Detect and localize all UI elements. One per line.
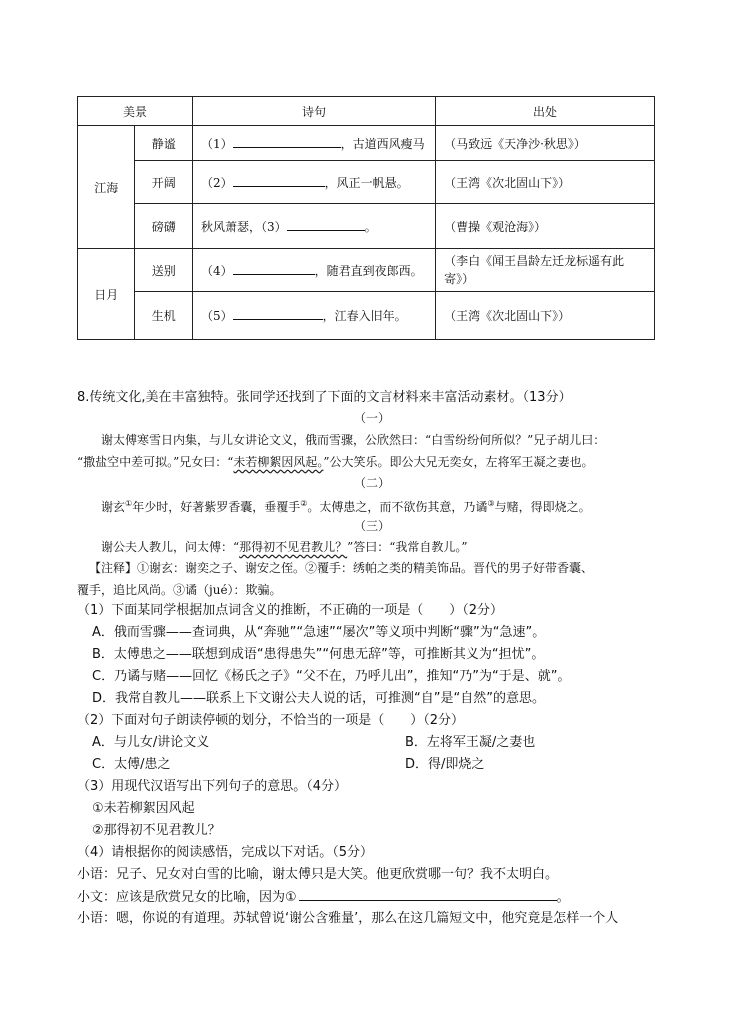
aspect-cell: 开阔	[135, 161, 192, 204]
answer-blank[interactable]	[299, 887, 557, 901]
sub3-item2: ②那得初不见君教儿？	[92, 823, 221, 838]
answer-blank[interactable]	[233, 307, 323, 320]
group-label-jianghai: 江海	[78, 126, 135, 249]
header-verse: 诗句	[192, 97, 435, 126]
verse-cell: （5） ，江春入旧年。	[192, 292, 435, 340]
verse-cell: （2） ，风正一帆悬。	[192, 161, 435, 204]
answer-blank[interactable]	[233, 135, 341, 148]
verse-cell: （4） ，随君直到夜郎西。	[192, 249, 435, 292]
source-cell: （王湾《次北固山下》）	[436, 161, 655, 204]
underlined-sentence: 未若柳絮因风起。	[233, 455, 324, 469]
sub1-option-d[interactable]: D．我常自教儿——联系上下文谢公夫人说的话，可推测“自”是“自然”的意思。	[92, 691, 545, 706]
verse-cell: 秋风萧瑟，（3） 。	[192, 204, 435, 249]
answer-blank[interactable]	[233, 262, 315, 275]
sub1-option-c[interactable]: C．乃谲与赌——回忆《杨氏之子》“父不在，乃呼儿出”，推知“乃”为“于是、就”。	[92, 669, 571, 684]
sub2-question: （2）下面对句子朗读停顿的划分，不恰当的一项是（ ）（2分）	[77, 713, 465, 728]
sub1-option-b[interactable]: B．太傅患之——联想到成语“患得患失”“何患无辞”等，可推断其义为“担忧”。	[92, 647, 545, 662]
q8-title: 8.传统文化,美在丰富独特。张同学还找到了下面的文言材料来丰富活动素材。（13分）	[77, 390, 572, 405]
part2-label: （二）	[353, 476, 390, 490]
source-cell: （李白《闻王昌龄左迁龙标遥有此寄》）	[436, 249, 655, 292]
underlined-sentence: 那得初不见君教儿？	[239, 540, 348, 554]
dialogue-line1: 小语：兄子、兄女对白雪的比喻，谢太傅只是大笑。他更欣赏哪一句？我不太明白。	[77, 867, 559, 882]
aspect-cell: 送别	[135, 249, 192, 292]
sub2-option-a[interactable]: A．与儿女/讲论文义	[92, 735, 210, 750]
header-source: 出处	[436, 97, 655, 126]
passage1-line1: 谢太傅寒雪日内集，与儿女讲论文义，俄而雪骤，公欣然曰：“白雪纷纷何所似？”兄子胡儿曰：	[101, 433, 606, 447]
sub2-option-d[interactable]: D．得/即烧之	[405, 757, 485, 772]
aspect-cell: 生机	[135, 292, 192, 340]
group-label-riyue: 日月	[78, 249, 135, 340]
passage3: 谢公夫人教儿，问太傅：“那得初不见君教儿？”答曰：“我常自教儿。”	[101, 540, 468, 554]
header-scene: 美景	[78, 97, 193, 126]
passage2: 谢玄①年少时，好著紫罗香囊，垂覆手②。太傅患之，而不欲伤其意，乃谲③与赌，得即烧之。	[101, 499, 591, 514]
source-cell: （王湾《次北固山下》）	[436, 292, 655, 340]
aspect-cell: 磅礴	[135, 204, 192, 249]
sub2-option-b[interactable]: B．左将军王凝/之妻也	[405, 735, 536, 750]
answer-blank[interactable]	[287, 218, 365, 231]
sub2-option-c[interactable]: C．太傅/患之	[92, 757, 171, 772]
sub3-question: （3）用现代汉语写出下列句子的意思。（4分）	[77, 779, 348, 794]
sub1-option-a[interactable]: A．俄而雪骤——查词典，从“奔驰”“急速”“屡次”等义项中判断“骤”为“急速”。	[92, 625, 546, 640]
verse-cell: （1） ，古道西风瘦马	[192, 126, 435, 161]
part3-label: （三）	[353, 519, 390, 533]
passage1-line2: “撒盐空中差可拟。”兄女曰：“未若柳絮因风起。”公大笑乐。即公大兄无奕女，左将军王凝之妻也。	[77, 455, 594, 469]
part1-label: （一）	[353, 411, 390, 425]
sub1-question: （1）下面某同学根据加点词含义的推断，不正确的一项是（ ）（2分）	[77, 603, 504, 618]
aspect-cell: 静谧	[135, 126, 192, 161]
note-line2: 覆手，追比风尚。③谲（jué）：欺骗。	[77, 583, 282, 597]
source-cell: （曹操《观沧海》）	[436, 204, 655, 249]
note-line1: 【注释】①谢玄：谢奕之子、谢安之侄。②覆手：绣帕之类的精美饰品。晋代的男子好带香囊、	[89, 561, 594, 575]
source-cell: （马致远《天净沙·秋思》）	[436, 126, 655, 161]
sub4-question: （4）请根据你的阅读感悟，完成以下对话。（5分）	[77, 845, 374, 860]
poem-table	[77, 96, 655, 340]
dialogue-line3: 小语：嗯，你说的有道理。苏轼曾说‘谢公含雅量’，那么在这几篇短文中，他究竟是怎样一个人	[77, 911, 619, 926]
sub3-item1: ①未若柳絮因风起	[92, 801, 195, 816]
dialogue-line2: 小文：应该是欣赏兄女的比喻，因为① 。	[77, 887, 570, 908]
answer-blank[interactable]	[233, 174, 325, 187]
